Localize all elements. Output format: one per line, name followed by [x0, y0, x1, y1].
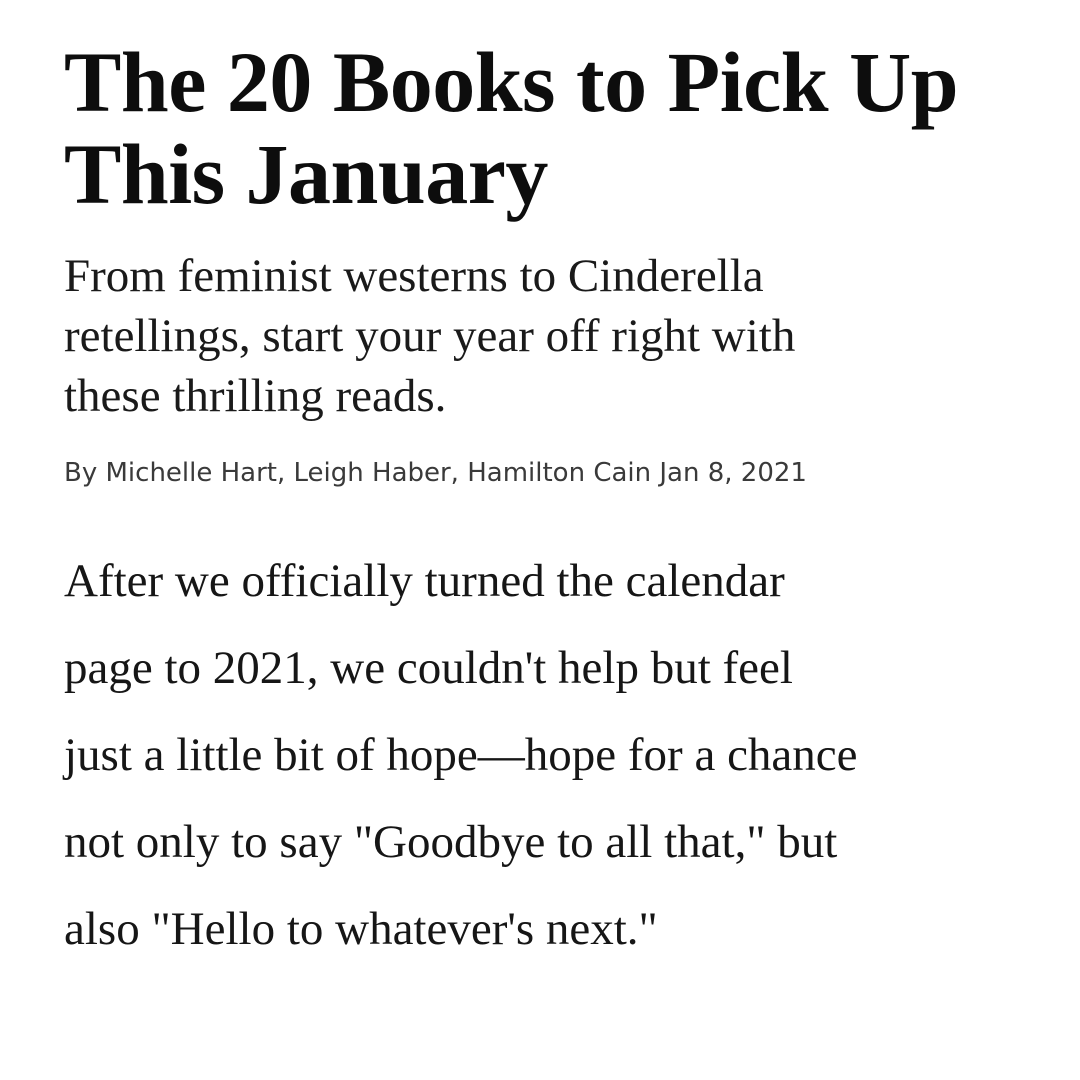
article-dek — [64, 246, 1044, 426]
body-line: page to 2021, we couldn't help but feel — [64, 642, 793, 694]
article-body — [64, 538, 1044, 973]
body-line: just a little bit of hope—hope for a chance — [64, 729, 858, 781]
article-headline — [64, 36, 1044, 220]
headline-line: The 20 Books to Pick Up — [64, 34, 959, 130]
headline-line: This January — [64, 126, 548, 222]
article-byline: By Michelle Hart, Leigh Haber, Hamilton Cain Jan 8, 2021 — [64, 458, 807, 488]
dek-line: these thrilling reads. — [64, 370, 447, 422]
article — [64, 36, 1044, 973]
dek-line: retellings, start your year off right with — [64, 310, 796, 362]
body-line: After we officially turned the calendar — [64, 555, 785, 607]
body-line: not only to say "Goodbye to all that," but — [64, 816, 838, 868]
dek-line: From feminist westerns to Cinderella — [64, 250, 764, 302]
body-line: also "Hello to whatever's next." — [64, 903, 658, 955]
